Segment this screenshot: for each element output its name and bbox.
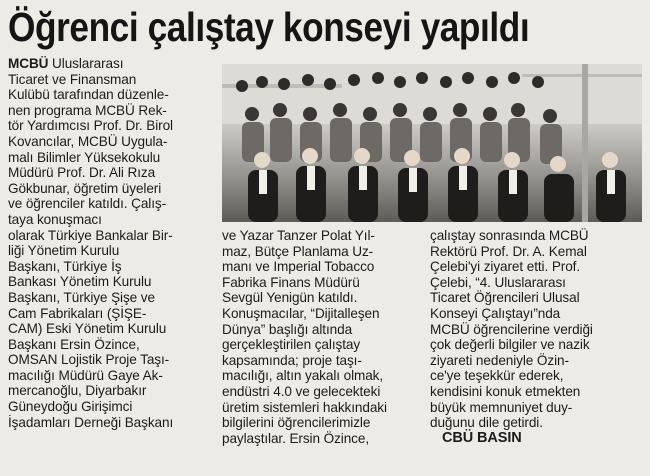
column-1-line: Kovancılar, MCBÜ Uygula- — [8, 133, 168, 149]
column-1 — [8, 56, 218, 430]
column-3-line: çok değerli bilgiler ve nazik — [430, 337, 590, 353]
headline: Öğrenci çalıştay konseyi yapıldı — [8, 4, 530, 50]
column-3-line: Çelebi, “4. Uluslararası — [430, 274, 566, 290]
column-1-line: mercanoğlu, Diyarbakır — [8, 383, 147, 399]
column-1-line: Cam Fabrikaları (ŞİŞE- — [8, 305, 147, 321]
column-2-line: gerçekleştirilen çalıştay — [222, 337, 361, 353]
column-2-line: Sevgül Yenigün katıldı. — [222, 290, 358, 306]
column-2-line: kapsamında; proje taşı- — [222, 352, 362, 368]
column-1-line: İşadamları Derneği Başkanı — [8, 414, 174, 430]
column-1-line: Başkanı, Türkiye Şişe ve — [8, 289, 155, 305]
column-3-line: Konseyi Çalıştayı”nda — [430, 305, 561, 321]
column-2-line: maz, Bütçe Planlama Uz- — [222, 243, 374, 259]
column-1-line: malı Bilimler Yüksekokulu — [8, 149, 161, 165]
column-1-line: liği Yönetim Kurulu — [8, 243, 120, 259]
column-3-line: Çelebi'yi ziyaret etti. Prof. — [430, 259, 581, 275]
column-1-line: OMSAN Lojistik Proje Taşı- — [8, 352, 170, 368]
column-2-line: macılığı, altın yakalı olmak, — [222, 368, 384, 384]
column-3-line: duğunu dile getirdi. — [430, 415, 543, 431]
column-1-line: olarak Türkiye Bankalar Bir- — [8, 227, 173, 243]
column-3-line: ziyareti nedeniyle Özin- — [430, 352, 569, 368]
column-3-line: Ticaret Öğrencileri Ulusal — [430, 290, 580, 306]
column-2-line: manı ve Imperial Tobacco — [222, 259, 375, 275]
column-3-line: Rektörü Prof. Dr. A. Kemal — [430, 243, 587, 259]
column-3-line: kendisini konuk etmekten — [430, 383, 581, 399]
column-3 — [430, 228, 640, 446]
column-3-line: MCBÜ öğrencilerine verdiği — [430, 321, 593, 337]
column-1-line: Bankası Yönetim Kurulu — [8, 274, 152, 290]
column-1-line: macılığı Müdürü Gaye Ak- — [8, 367, 163, 383]
column-2-line: endüstri 4.0 ve gelecekteki — [222, 383, 381, 399]
column-3-line: ce'ye teşekkür ederek, — [430, 368, 564, 384]
column-2-line: Konuşmacılar, “Dijitalleşen — [222, 305, 380, 321]
column-1-line: Güneydoğu Girişimci — [8, 399, 133, 415]
column-2-line: ve Yazar Tanzer Polat Yıl- — [222, 228, 375, 243]
column-2-line: Fabrika Finans Müdürü — [222, 274, 360, 290]
column-1-line: taya konuşmacı — [8, 211, 102, 227]
column-1-line: ve öğrenciler katıldı. Çalış- — [8, 196, 167, 212]
lead-word: MCBÜ — [8, 56, 49, 71]
column-2-line: bilgilerini öğrencilerimizle — [222, 415, 371, 431]
group-photo — [222, 64, 642, 222]
column-1-line: CAM) Eski Yönetim Kurulu — [8, 321, 167, 337]
photo-credit: CBÜ BASIN — [442, 429, 522, 446]
column-2 — [222, 228, 422, 446]
column-1-line: MCBÜ Uluslararası — [8, 56, 124, 71]
column-1-line: Gökbunar, öğretim üyeleri — [8, 180, 162, 196]
column-2-line: paylaştılar. Ersin Özince, — [222, 430, 369, 446]
column-1-line: nen programa MCBÜ Rek- — [8, 102, 167, 118]
column-2-line: üretim sistemleri hakkındaki — [222, 399, 387, 415]
column-1-line: Ticaret ve Finansman — [8, 71, 137, 87]
column-3-line: çalıştay sonrasında MCBÜ — [430, 228, 589, 243]
column-1-line: Müdürü Prof. Dr. Ali Rıza — [8, 165, 156, 181]
column-1-line: Başkanı Ersin Özince, — [8, 336, 140, 352]
column-1-line: tör Yardımcısı Prof. Dr. Birol — [8, 118, 173, 134]
column-1-line: Başkanı, Türkiye İş — [8, 258, 122, 274]
column-3-line: büyük memnuniyet duy- — [430, 399, 573, 415]
column-2-line: Dünya” başlığı altında — [222, 321, 353, 337]
column-1-line: Kulübü tarafından düzenle- — [8, 87, 169, 103]
